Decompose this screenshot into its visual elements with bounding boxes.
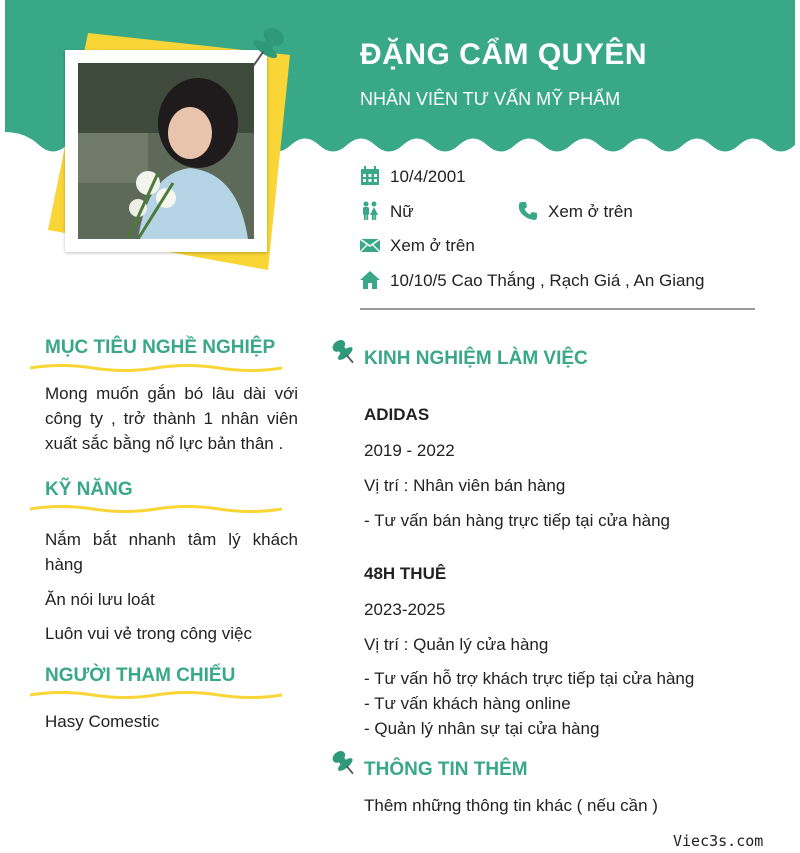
skill-item: Luôn vui vẻ trong công việc: [45, 624, 252, 643]
job-duty: - Tư vấn khách hàng online: [364, 694, 571, 713]
references-underline: [30, 689, 282, 701]
home-icon: [360, 270, 380, 290]
job-position: Vị trí : Quản lý cửa hàng: [364, 635, 549, 654]
birthday-value: 10/4/2001: [390, 167, 466, 186]
profile-photo-image: [78, 63, 254, 239]
pushpin-icon: [330, 749, 358, 777]
skills-title: KỸ NĂNG: [45, 479, 133, 500]
gender-icon: [360, 201, 380, 221]
more-info-text: Thêm những thông tin khác ( nếu cần ): [364, 796, 658, 815]
job-title: NHÂN VIÊN TƯ VẤN MỸ PHẨM: [360, 89, 621, 109]
job-position: Vị trí : Nhân viên bán hàng: [364, 476, 566, 495]
job-duty: - Tư vấn bán hàng trực tiếp tại cửa hàng: [364, 511, 670, 530]
objective-underline: [30, 362, 282, 374]
calendar-icon: [360, 166, 380, 186]
job-period: 2023-2025: [364, 600, 446, 619]
phone-value[interactable]: Xem ở trên: [548, 202, 633, 221]
references-title: NGƯỜI THAM CHIẾU: [45, 665, 236, 686]
watermark: Viec3s.com: [673, 832, 764, 850]
gender-value: Nữ: [390, 202, 414, 221]
job-company: 48H THUÊ: [364, 564, 447, 583]
candidate-name: ĐẶNG CẨM QUYÊN: [360, 38, 648, 71]
objective-title: MỤC TIÊU NGHỀ NGHIỆP: [45, 337, 276, 358]
job-company: ADIDAS: [364, 405, 430, 424]
contact-divider: [360, 308, 755, 310]
experience-title: KINH NGHIỆM LÀM VIỆC: [364, 348, 588, 369]
pushpin-icon: [330, 338, 358, 366]
pushpin-icon: [248, 25, 288, 75]
objective-text: Mong muốn gắn bó lâu dài với công ty , trở thành 1 nhân viên xuất sắc bằng nổ lực bản thân .: [45, 384, 298, 453]
skill-item: Ăn nói lưu loát: [45, 590, 155, 609]
job-period: 2019 - 2022: [364, 441, 455, 460]
address-value: 10/10/5 Cao Thắng , Rạch Giá , An Giang: [390, 271, 705, 290]
skill-item: Nắm bắt nhanh tâm lý khách hàng: [45, 530, 298, 574]
profile-photo: [65, 50, 267, 252]
email-icon: [360, 235, 380, 255]
references-text: Hasy Comestic: [45, 712, 160, 731]
profile-photo-block: [40, 25, 310, 275]
job-duty: - Tư vấn hỗ trợ khách trực tiếp tại cửa hàng: [364, 669, 695, 688]
job-duty: - Quản lý nhân sự tại cửa hàng: [364, 719, 600, 738]
phone-icon: [518, 201, 538, 221]
skills-underline: [30, 503, 282, 515]
more-info-title: THÔNG TIN THÊM: [364, 759, 528, 780]
email-value[interactable]: Xem ở trên: [390, 236, 475, 255]
